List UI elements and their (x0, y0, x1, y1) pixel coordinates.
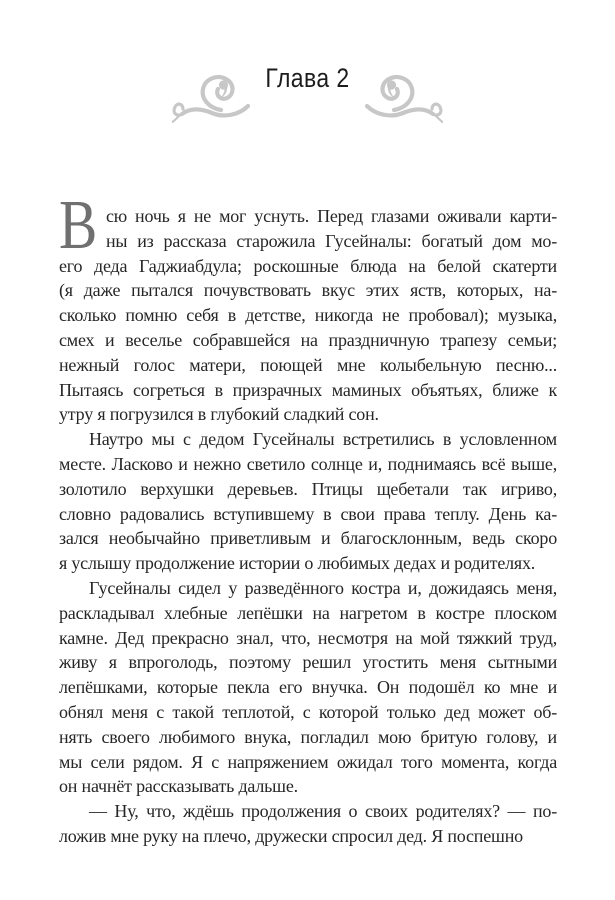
text-line: сколько помню себя в детстве, никогда не пробовал); музыка, (59, 305, 557, 326)
text-line: ны из рассказа старожила Гусейналы: богатый дом мо- (106, 230, 557, 251)
text-line: его деда Гаджиабдула; роскошные блюда на белой скатерти (59, 255, 557, 276)
chapter-header (0, 58, 615, 123)
flourish-left-icon (172, 73, 250, 123)
text-line: словно радовались вступившему в свои права теплу. День ка- (59, 503, 557, 524)
text-line: нежный голос матери, поющей мне колыбельную песню... (59, 354, 557, 375)
text-line: смех и веселье собравшейся на праздничную трапезу семьи; (59, 329, 557, 350)
paragraph (59, 799, 557, 849)
text-line: обнял меня с такой теплотой, с которой только дед может об- (59, 701, 557, 722)
text-line: золотило верхушки деревьев. Птицы щебетали так игриво, (59, 478, 557, 499)
flourish-right-icon (365, 73, 443, 123)
text-line: утру я погрузился в глубокий сладкий сон. (59, 404, 379, 425)
text-line: мы сели рядом. Я с напряжением ожидал того момента, когда (59, 751, 557, 772)
text-line: ложив мне руку на плечо, дружески спросил дед. Я поспешно (59, 825, 523, 846)
text-line: Наутро мы с дедом Гусейналы встретились в условленном (89, 429, 557, 450)
text-line: нять своего любимого внука, погладил мою бритую голову, и (59, 726, 557, 747)
drop-cap: В (59, 187, 98, 264)
text-block (59, 187, 557, 849)
text-line: сю ночь я не мог уснуть. Перед глазами оживали карти- (106, 206, 557, 226)
text-line: зался необычайно приветливым и благосклонным, ведь скоро (59, 528, 557, 549)
text-line: месте. Ласково и нежно светило солнце и, поднимаясь всё выше, (59, 453, 557, 474)
text-line: лепёшками, которые пекла его внучка. Он подошёл ко мне и (59, 677, 557, 698)
text-line: он начнёт рассказывать дальше. (59, 776, 298, 797)
text-line: живу я впроголодь, поэтому решил угостить меня сытными (59, 652, 557, 673)
text-line: раскладывал хлебные лепёшки на нагретом в костре плоском (59, 602, 557, 623)
paragraph (59, 187, 557, 427)
text-line: камне. Дед прекрасно знал, что, несмотря на мой тяжкий труд, (59, 627, 557, 648)
chapter-title: Глава 2 (265, 63, 350, 93)
text-line: — Ну, что, ждёшь продолжения о своих родителях? — по- (89, 801, 557, 822)
paragraph (59, 576, 557, 799)
text-line: я услышу продолжение истории о любимых дедах и родителях. (59, 553, 536, 574)
text-line: (я даже пытался почувствовать вкус этих яств, которых, на- (59, 280, 557, 301)
text-line: Пытаясь согреться в призрачных маминых объятьях, ближе к (59, 379, 557, 400)
text-line: Гусейналы сидел у разведённого костра и, дожидаясь меня, (89, 577, 557, 598)
paragraph (59, 427, 557, 576)
